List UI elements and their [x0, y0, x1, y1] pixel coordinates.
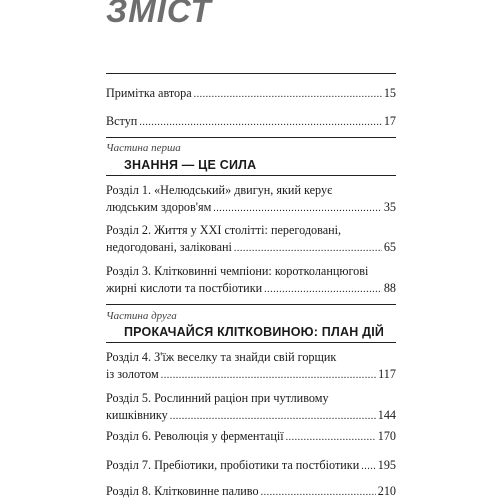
divider	[106, 304, 396, 305]
toc-entry-chapter-2[interactable]	[106, 222, 396, 257]
toc-page-number: 195	[377, 458, 396, 472]
toc-entry-author-note[interactable]	[106, 85, 396, 103]
toc-entry-title: Розділ 7. Пребіотики, пробіотики та постбіотики	[106, 458, 360, 472]
part-label: Частина перша	[106, 142, 181, 154]
toc-page-number: 170	[377, 429, 396, 443]
dot-leader	[286, 429, 376, 446]
toc-entry-chapter-6[interactable]	[106, 428, 396, 446]
toc-entry-chapter-1[interactable]	[106, 182, 396, 217]
toc-entry-title-cont: людським здоров'ям	[106, 200, 212, 214]
toc-entry-chapter-5[interactable]	[106, 390, 396, 425]
toc-entry-line	[106, 85, 396, 103]
toc-entry-title: Вступ	[106, 114, 138, 128]
part-label: Частина друга	[106, 310, 177, 322]
part-heading: ЗНАННЯ — ЦЕ СИЛА	[124, 158, 257, 172]
dot-leader	[194, 86, 382, 103]
toc-entry-line	[106, 239, 396, 257]
toc-entry-title: Розділ 4. З'їж веселку та знайди свій горщик	[106, 350, 337, 364]
toc-entry-chapter-8[interactable]	[106, 483, 396, 501]
toc-entry-title-cont: із золотом	[106, 367, 159, 381]
toc-entry-title: Примітка автора	[106, 86, 192, 100]
toc-entry-title: Розділ 8. Клітковинне паливо	[106, 484, 259, 498]
toc-entry-line	[106, 280, 396, 298]
toc-entry-line	[106, 407, 396, 425]
toc-entry-line	[106, 483, 396, 501]
toc-entry-chapter-3[interactable]	[106, 263, 396, 298]
toc-entry-title: Розділ 1. «Нелюдський» двигун, який керує	[106, 183, 333, 197]
toc-entry-chapter-7[interactable]	[106, 457, 396, 475]
toc-entry-line	[106, 199, 396, 217]
divider	[106, 342, 396, 343]
dot-leader	[161, 367, 376, 384]
dot-leader	[264, 281, 382, 298]
toc-entry-chapter-4[interactable]	[106, 349, 396, 384]
toc-entry-title-cont: недогодовані, заліковані	[106, 240, 232, 254]
toc-entry-title: Розділ 3. Клітковинні чемпіони: коротколанцюгові	[106, 264, 369, 278]
toc-page-number: 17	[383, 114, 396, 128]
part-heading: ПРОКАЧАЙСЯ КЛІТКОВИНОЮ: ПЛАН ДІЙ	[124, 325, 385, 339]
toc-page-number: 117	[378, 367, 396, 381]
toc-entry-title-cont: жирні кислоти та постбіотики	[106, 281, 263, 295]
toc-page-number: 144	[377, 408, 396, 422]
top-divider	[106, 73, 396, 74]
toc-page-number: 210	[377, 484, 396, 498]
divider	[106, 175, 396, 176]
toc-entry-line	[106, 113, 396, 131]
toc-entry-introduction[interactable]	[106, 113, 396, 131]
toc-entry-title-cont: кишківнику	[106, 408, 168, 422]
toc-entry-line	[106, 457, 396, 475]
toc-entry-title: Розділ 6. Революція у ферментації	[106, 429, 284, 443]
toc-entry-line	[106, 366, 396, 384]
toc-entry-title: Розділ 5. Рослинний раціон при чутливому	[106, 391, 329, 405]
dot-leader	[234, 240, 382, 257]
divider	[106, 137, 396, 138]
toc-page-number: 65	[383, 240, 396, 254]
dot-leader	[213, 200, 382, 217]
toc-page-number: 88	[383, 281, 396, 295]
dot-leader	[261, 484, 376, 501]
page-title: ЗМІСТ	[106, 0, 212, 29]
dot-leader	[170, 408, 376, 425]
toc-page-number: 35	[383, 200, 396, 214]
dot-leader	[361, 458, 375, 475]
toc-entry-title: Розділ 2. Життя у XXI столітті: перегодовані,	[106, 223, 342, 237]
dot-leader	[139, 114, 381, 131]
toc-page-number: 15	[383, 86, 396, 100]
toc-entry-line	[106, 428, 396, 446]
